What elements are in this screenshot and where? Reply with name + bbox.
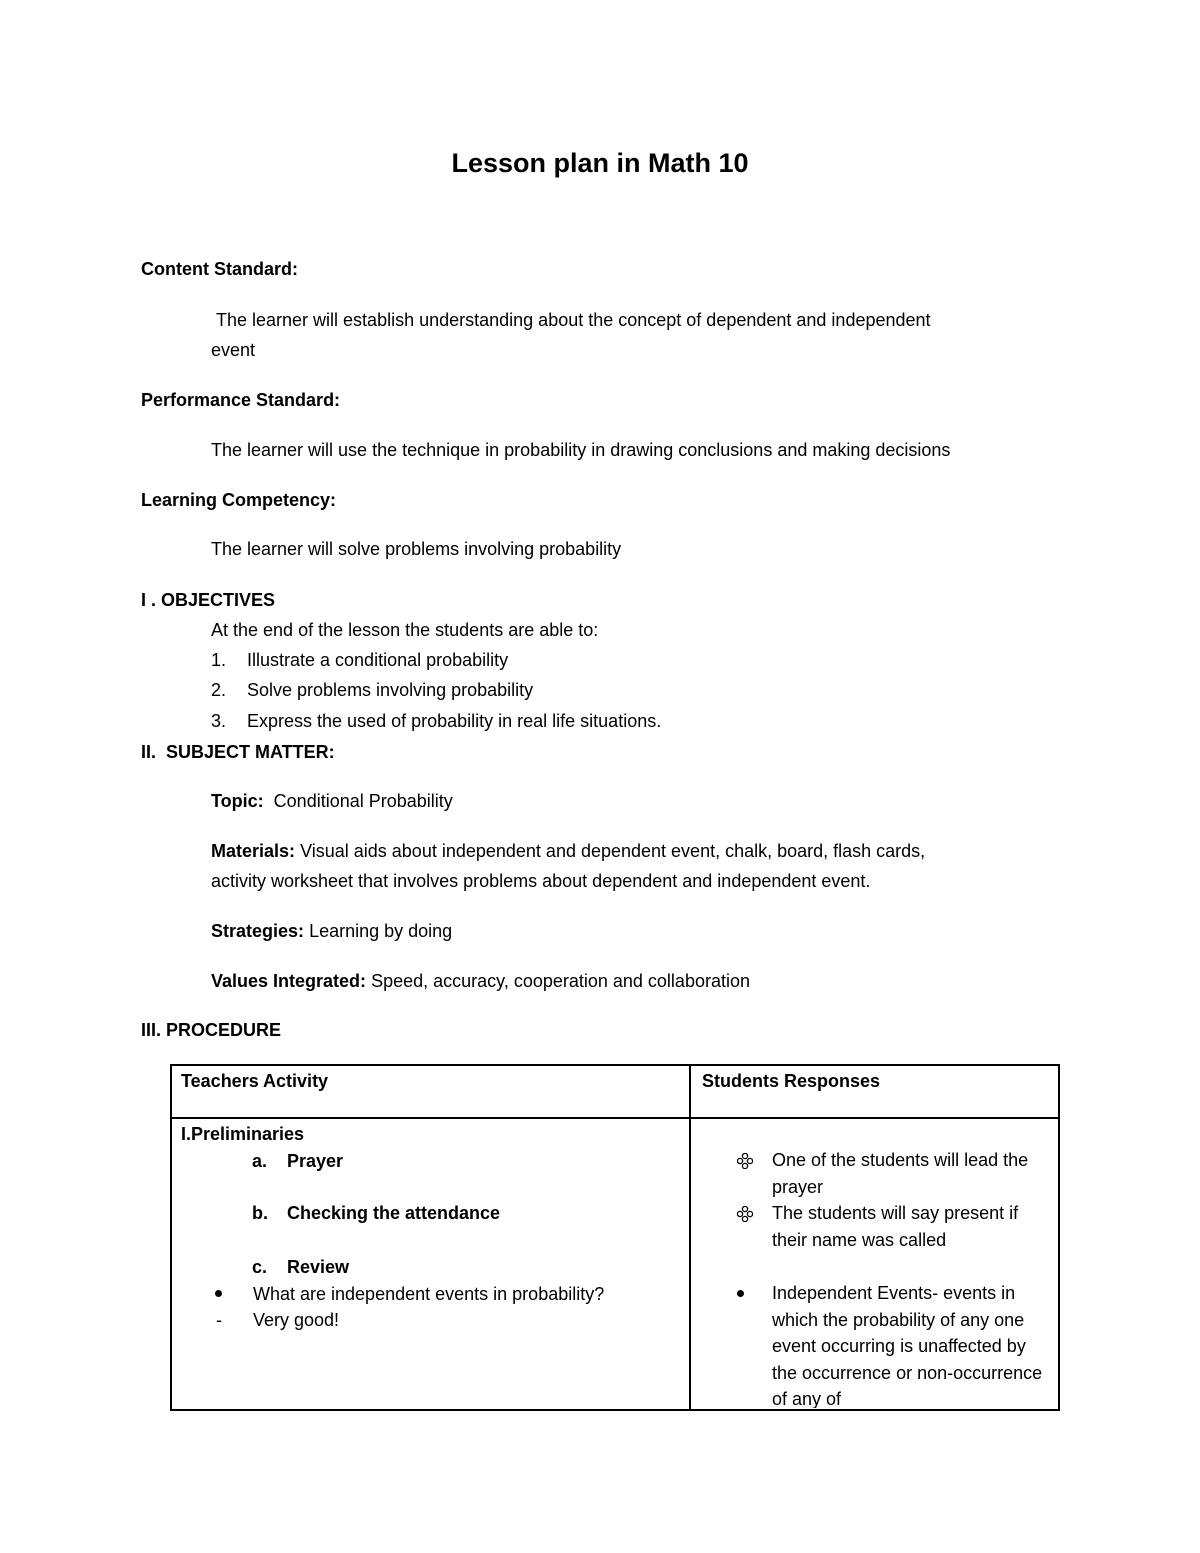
objective-item: Illustrate a conditional probability [247,650,509,670]
learning-competency-text: The learner will solve problems involving probability [211,539,622,559]
topic-line [211,790,453,812]
table-border-top [170,1064,1060,1066]
table-border-left [170,1064,172,1411]
materials-text-line2: activity worksheet that involves problems about dependent and independent event. [211,871,871,891]
list-letter: c. [252,1257,268,1277]
student-response-prayer: One of the students will lead the prayer [772,1150,1029,1197]
objective-number: 3. [211,711,227,731]
teacher-feedback: Very good! [253,1310,340,1330]
list-letter: b. [252,1203,268,1223]
student-response-independent-events: Independent Events- events in which the probability of any one event occurring is unaffected by the occurrence or non-occurrence of any of [772,1283,1043,1408]
table-border-middle [689,1064,691,1411]
objectives-intro: At the end of the lesson the students are able to: [211,620,599,640]
strategies-value: Learning by doing [309,921,453,941]
topic-value: Conditional Probability [273,791,453,811]
diamond-bullet-icon [737,1153,753,1169]
strategies-label: Strategies: [211,921,305,941]
materials-text-line1: Visual aids about independent and dependent event, chalk, board, flash cards, [300,841,926,861]
objective-number: 2. [211,680,227,700]
objective-item: Solve problems involving probability [247,680,534,700]
teacher-item-attendance: Checking the attendance [287,1203,501,1223]
materials-line [211,840,925,862]
list-letter: a. [252,1151,268,1171]
table-border-bottom [170,1409,1060,1411]
document-title: Lesson plan in Math 10 [451,148,749,178]
strategies-line [211,920,452,942]
performance-standard-text: The learner will use the technique in probability in drawing conclusions and making decisions [211,440,951,460]
materials-label: Materials: [211,841,296,861]
values-value: Speed, accuracy, cooperation and collaboration [371,971,750,991]
values-label: Values Integrated: [211,971,367,991]
column-header-teachers: Teachers Activity [181,1071,329,1091]
objective-item: Express the used of probability in real life situations. [247,711,662,731]
values-line [211,970,750,992]
review-question: What are independent events in probability? [253,1284,605,1304]
objective-number: 1. [211,650,227,670]
performance-standard-heading: Performance Standard: [141,390,341,410]
preliminaries-heading: I.Preliminaries [181,1124,305,1144]
learning-competency-heading: Learning Competency: [141,490,337,510]
table-border-header [170,1117,1060,1119]
content-standard-text-line1: The learner will establish understanding about the concept of dependent and independent [216,310,931,330]
objectives-heading: I . OBJECTIVES [141,590,276,610]
diamond-bullet-icon [737,1206,753,1222]
procedure-heading: III. PROCEDURE [141,1020,282,1040]
content-standard-text-line2: event [211,340,256,360]
column-header-students: Students Responses [702,1071,881,1091]
teacher-item-review: Review [287,1257,350,1277]
teacher-item-prayer: Prayer [287,1151,344,1171]
bullet-icon [215,1290,222,1297]
table-border-right [1058,1064,1060,1411]
dash-marker: - [216,1310,222,1330]
subject-matter-heading: II. SUBJECT MATTER: [141,742,335,762]
bullet-icon [737,1290,744,1297]
topic-label: Topic: [211,791,264,811]
content-standard-heading: Content Standard: [141,259,298,279]
student-response-attendance: The students will say present if their name was called [772,1203,1019,1250]
